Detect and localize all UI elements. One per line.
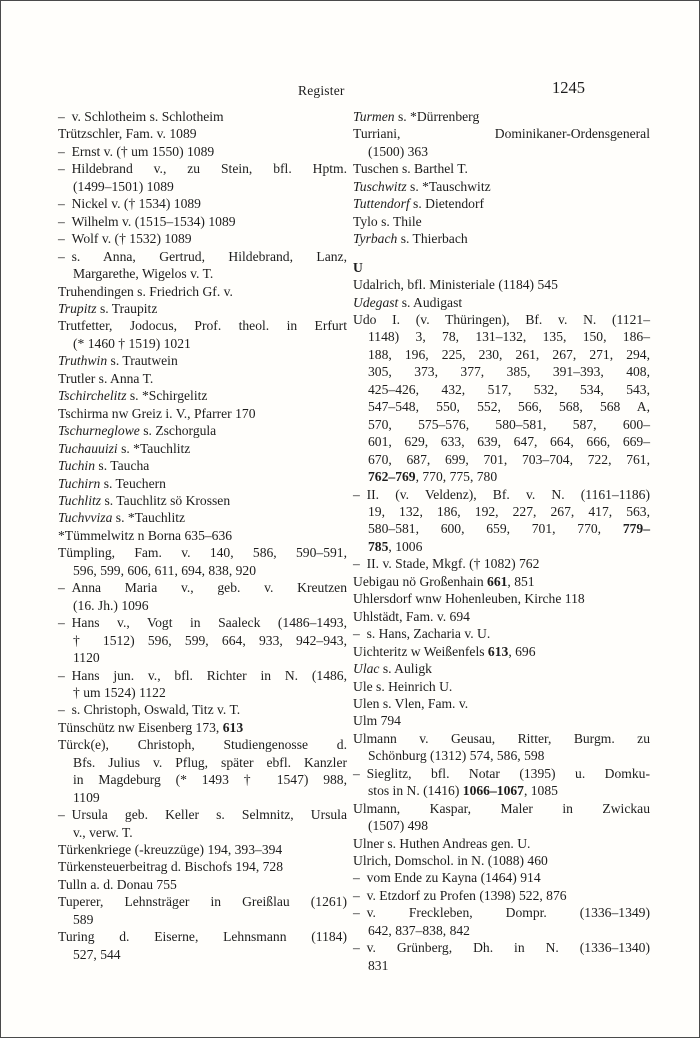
text-segment: Tuchvviza [58, 510, 113, 526]
text-segment: Tuchauuizi [58, 440, 118, 456]
index-line [58, 789, 347, 806]
text-segment: Truhendingen s. Friedrich Gf. v. [58, 283, 233, 299]
text-segment: , 1006 [388, 538, 423, 554]
index-line [353, 939, 650, 956]
text-segment: 188, 196, 225, 230, 261, 267, 271, 294, [368, 346, 650, 362]
index-line [353, 381, 650, 398]
index-line [58, 928, 347, 945]
index-line [58, 265, 347, 282]
index-line [353, 712, 650, 729]
index-line [58, 684, 347, 701]
index-line [58, 352, 347, 369]
index-line [58, 335, 347, 352]
text-segment: Uhlersdorf wnw Hohenleuben, Kirche 118 [353, 591, 585, 607]
text-segment: s. Teuchern [100, 475, 166, 491]
text-segment: (1500) 363 [368, 143, 429, 159]
index-line [58, 125, 347, 142]
text-segment: – v. Grünberg, Dh. in N. (1336–1340) [353, 940, 650, 956]
text-segment: Turing d. Eiserne, Lehnsmann (1184) [58, 929, 347, 945]
text-segment: s. Audigast [398, 294, 463, 310]
text-segment: Türkensteuerbeitrag d. Bischofs 194, 728 [58, 859, 284, 875]
text-segment: s. Dietendorf [409, 196, 485, 212]
text-segment: Tünschütz nw Eisenberg 173, [58, 719, 223, 735]
text-segment: – Hans v., Vogt in Saaleck (1486–1493, [58, 615, 347, 631]
index-line [353, 486, 650, 503]
text-segment: Truthwin [58, 353, 108, 369]
index-line [58, 579, 347, 596]
index-line [353, 160, 650, 177]
text-segment: s. *Schirgelitz [126, 388, 208, 404]
index-line [353, 328, 650, 345]
index-line [58, 946, 347, 963]
text-segment: s. *Dürrenberg [394, 109, 480, 124]
index-line [353, 213, 650, 230]
text-segment: Udo I. (v. Thüringen), Bf. v. N. (1121– [353, 311, 650, 327]
text-segment: Tuschwitz [353, 178, 407, 194]
text-segment: – Wolf v. († 1532) 1089 [58, 231, 192, 247]
text-segment: 601, 629, 633, 639, 647, 664, 666, 669– [368, 434, 650, 450]
index-line [353, 398, 650, 415]
text-segment: s. *Tauchlitz [117, 440, 191, 456]
text-segment: Udalrich, bfl. Ministeriale (1184) 545 [353, 277, 558, 293]
text-segment: Bfs. Julius v. Pflug, später ebfl. Kanzler [73, 754, 347, 770]
text-segment: Ulmann v. Geusau, Ritter, Burgm. zu [353, 730, 650, 746]
text-segment: Turriani, Dominikaner-Ordensgeneral [353, 126, 650, 142]
text-segment: – v. Etzdorf zu Profen (1398) 522, 876 [353, 887, 567, 903]
index-line [58, 509, 347, 526]
index-line [353, 643, 650, 660]
index-line [58, 387, 347, 404]
index-line [58, 405, 347, 422]
index-line [353, 108, 650, 125]
text-segment: , 1085 [523, 783, 558, 799]
index-line [353, 520, 650, 537]
index-line [353, 276, 650, 293]
index-line [58, 457, 347, 474]
text-segment: – Ernst v. († um 1550) 1089 [58, 143, 215, 159]
index-line [353, 573, 650, 590]
text-segment: – s. Hans, Zacharia v. U. [353, 626, 491, 642]
text-segment: Tuttendorf [353, 196, 410, 212]
index-line [58, 195, 347, 212]
page-number: 1245 [552, 78, 585, 97]
text-segment: – v. Freckleben, Dompr. (1336–1349) [353, 905, 650, 921]
text-segment: s. Taucha [95, 458, 150, 474]
index-line [353, 747, 650, 764]
text-segment: Udegast [353, 294, 399, 310]
index-line [353, 259, 650, 276]
text-segment: 642, 837–838, 842 [368, 922, 470, 938]
text-segment: Ulrich, Domschol. in N. (1088) 460 [353, 853, 548, 869]
index-line [353, 782, 650, 799]
index-line [58, 893, 347, 910]
index-line [58, 248, 347, 265]
text-segment: – II. v. Stade, Mkgf. († 1082) 762 [353, 556, 540, 572]
text-segment: , 770, 775, 780 [415, 469, 498, 485]
index-line [58, 440, 347, 457]
text-segment: Tuchin [58, 458, 96, 474]
text-segment: stos in N. (1416) [368, 783, 463, 799]
index-line [353, 178, 650, 195]
index-line [353, 311, 650, 328]
text-segment: 1120 [73, 650, 100, 666]
text-segment: – s. Anna, Gertrud, Hildebrand, Lanz, [58, 248, 347, 264]
section-gap [353, 248, 650, 259]
text-segment: s. Tauchlitz sö Krossen [101, 492, 231, 508]
text-segment: s. Thierbach [397, 231, 468, 247]
index-line [353, 678, 650, 695]
text-segment: *Tümmelwitz n Borna 635–636 [58, 527, 233, 543]
index-line [58, 160, 347, 177]
text-segment: s. *Tauchlitz [112, 510, 186, 526]
text-segment: 779– [622, 521, 650, 537]
text-segment: Tuschen s. Barthel T. [353, 161, 468, 177]
index-line [58, 562, 347, 579]
text-segment: Ulm 794 [353, 713, 401, 729]
index-line [58, 300, 347, 317]
index-line [58, 649, 347, 666]
index-line [353, 887, 650, 904]
text-segment: Tuperer, Lehnsträger in Greißlau (1261) [58, 894, 347, 910]
index-line [58, 632, 347, 649]
text-segment: Tulln a. d. Donau 755 [58, 876, 177, 892]
text-segment: † 1512) 596, 599, 664, 933, 942–943, [73, 632, 347, 648]
text-segment: – vom Ende zu Kayna (1464) 914 [353, 870, 541, 886]
index-line [353, 625, 650, 642]
index-line [58, 754, 347, 771]
text-segment: s. Zschorgula [139, 423, 217, 439]
index-line [353, 800, 650, 817]
text-segment: 661 [487, 573, 508, 589]
text-segment: Tschirma nw Greiz i. V., Pfarrer 170 [58, 405, 256, 421]
index-column-right [353, 108, 650, 974]
index-line [58, 527, 347, 544]
text-segment: 589 [73, 911, 94, 927]
index-line [353, 957, 650, 974]
index-line [58, 544, 347, 561]
text-segment: (* 1460 † 1519) 1021 [73, 335, 191, 351]
index-line [353, 835, 650, 852]
running-head-title: Register [298, 83, 345, 98]
index-line [58, 824, 347, 841]
index-line [58, 230, 347, 247]
text-segment: U [353, 259, 363, 275]
text-segment: Uhlstädt, Fam. v. 694 [353, 608, 470, 624]
index-line [353, 922, 650, 939]
text-segment: v., verw. T. [73, 824, 133, 840]
text-segment: 305, 373, 377, 385, 391–393, 408, [368, 364, 650, 380]
index-line [58, 597, 347, 614]
text-segment: 670, 687, 699, 701, 703–704, 722, 761, [368, 451, 650, 467]
index-line [353, 363, 650, 380]
text-segment: 1066–1067 [462, 783, 524, 799]
text-segment: Uichteritz w Weißenfels [353, 643, 488, 659]
index-line [353, 294, 650, 311]
index-line [353, 869, 650, 886]
text-segment: (1499–1501) 1089 [73, 178, 174, 194]
text-segment: – II. (v. Veldenz), Bf. v. N. (1161–1186) [353, 486, 650, 502]
text-segment: – Hans jun. v., bfl. Richter in N. (1486, [58, 667, 347, 683]
text-segment: s. Trautwein [107, 353, 178, 369]
index-line [58, 614, 347, 631]
text-segment: Uebigau nö Großenhain [353, 573, 488, 589]
text-segment: Trützschler, Fam. v. 1089 [58, 126, 197, 142]
text-segment: 613 [487, 643, 509, 659]
index-line [58, 475, 347, 492]
text-segment: Trupitz [58, 300, 97, 316]
text-segment: Türkenkriege (-kreuzzüge) 194, 393–394 [58, 842, 283, 858]
text-segment: – Anna Maria v., geb. v. Kreutzen [58, 580, 347, 596]
index-line [353, 904, 650, 921]
text-segment: Tuchirn [58, 475, 101, 491]
text-segment: 613 [222, 719, 244, 735]
index-line [353, 730, 650, 747]
text-segment: 19, 132, 186, 192, 227, 267, 417, 563, [368, 503, 650, 519]
index-line [58, 370, 347, 387]
index-line [58, 143, 347, 160]
index-line [58, 701, 347, 718]
index-line [58, 841, 347, 858]
text-segment: 596, 599, 606, 611, 694, 838, 920 [73, 562, 257, 578]
text-segment: Tschurneglowe [58, 423, 140, 439]
index-line [58, 771, 347, 788]
text-segment: Ulmann, Kaspar, Maler in Zwickau [353, 800, 650, 816]
index-line [353, 503, 650, 520]
text-segment: Trutler s. Anna T. [58, 370, 154, 386]
index-line [353, 765, 650, 782]
index-line [353, 538, 650, 555]
index-line [353, 555, 650, 572]
text-segment: , 696 [508, 643, 536, 659]
text-segment: Turmen [353, 109, 395, 124]
text-segment: – Nickel v. († 1534) 1089 [58, 196, 201, 212]
text-segment: Margarethe, Wigelos v. T. [73, 266, 214, 282]
text-segment: 570, 575–576, 580–581, 587, 600– [368, 416, 650, 432]
index-line [353, 346, 650, 363]
index-line [58, 422, 347, 439]
text-segment: – v. Schlotheim s. Schlotheim [58, 109, 224, 124]
index-line [58, 283, 347, 300]
text-segment: 1109 [73, 789, 100, 805]
text-segment: – Ursula geb. Keller s. Selmnitz, Ursula [58, 807, 347, 823]
text-segment: Ulen s. Vlen, Fam. v. [353, 695, 469, 711]
text-segment: 1148) 3, 78, 131–132, 135, 150, 186– [368, 329, 650, 345]
index-line [353, 852, 650, 869]
index-line [353, 195, 650, 212]
text-segment: (16. Jh.) 1096 [73, 597, 149, 613]
text-segment: 831 [368, 957, 389, 973]
text-segment: in Magdeburg (* 1493 † 1547) 988, [73, 772, 347, 788]
text-segment: 425–426, 432, 517, 532, 534, 543, [368, 381, 650, 397]
text-segment: s. Traupitz [96, 300, 158, 316]
text-segment: – Sieglitz, bfl. Notar (1395) u. Domku- [353, 765, 650, 781]
index-line [353, 125, 650, 142]
text-segment: (1507) 498 [368, 818, 429, 834]
index-line [58, 667, 347, 684]
text-segment: Ule s. Heinrich U. [353, 678, 453, 694]
index-line [353, 143, 650, 160]
index-line [353, 695, 650, 712]
text-segment: – Wilhelm v. (1515–1534) 1089 [58, 213, 236, 229]
text-segment: 527, 544 [73, 946, 121, 962]
index-line [353, 817, 650, 834]
index-line [353, 451, 650, 468]
index-line [353, 608, 650, 625]
text-segment: – s. Christoph, Oswald, Titz v. T. [58, 702, 241, 718]
text-segment: † um 1524) 1122 [73, 684, 166, 700]
index-column-left [58, 108, 347, 963]
text-segment: Schönburg (1312) 574, 586, 598 [368, 748, 545, 764]
text-segment: 580–581, 600, 659, 701, 770, [368, 521, 623, 537]
index-line [58, 736, 347, 753]
text-segment: Ulac [353, 661, 380, 677]
text-segment: 547–548, 550, 552, 566, 568, 568 A, [368, 399, 650, 415]
text-segment: Tylo s. Thile [353, 213, 422, 229]
index-line [58, 317, 347, 334]
index-line [58, 911, 347, 928]
text-segment: Tschirchelitz [58, 388, 127, 404]
index-line [58, 806, 347, 823]
text-segment: Tümpling, Fam. v. 140, 586, 590–591, [58, 545, 347, 561]
text-segment: Tyrbach [353, 231, 398, 247]
index-line [58, 719, 347, 736]
text-segment: 785 [368, 538, 389, 554]
index-line [353, 660, 650, 677]
index-line [353, 468, 650, 485]
index-line [58, 213, 347, 230]
text-segment: s. Auligk [379, 661, 432, 677]
index-line [353, 433, 650, 450]
text-segment: Ulner s. Huthen Andreas gen. U. [353, 835, 531, 851]
index-line [58, 858, 347, 875]
index-line [353, 416, 650, 433]
index-line [58, 876, 347, 893]
text-segment: Tuchlitz [58, 492, 102, 508]
text-segment: Trutfetter, Jodocus, Prof. theol. in Erfurt [58, 318, 347, 334]
index-line [353, 590, 650, 607]
text-segment: s. *Tauschwitz [406, 178, 491, 194]
index-line [58, 108, 347, 125]
index-line [58, 178, 347, 195]
index-line [58, 492, 347, 509]
text-segment: , 851 [507, 573, 535, 589]
text-segment: – Hildebrand v., zu Stein, bfl. Hptm. [58, 161, 347, 177]
text-segment: Türck(e), Christoph, Studiengenosse d. [58, 737, 347, 753]
index-line [353, 230, 650, 247]
text-segment: 762–769 [368, 469, 416, 485]
